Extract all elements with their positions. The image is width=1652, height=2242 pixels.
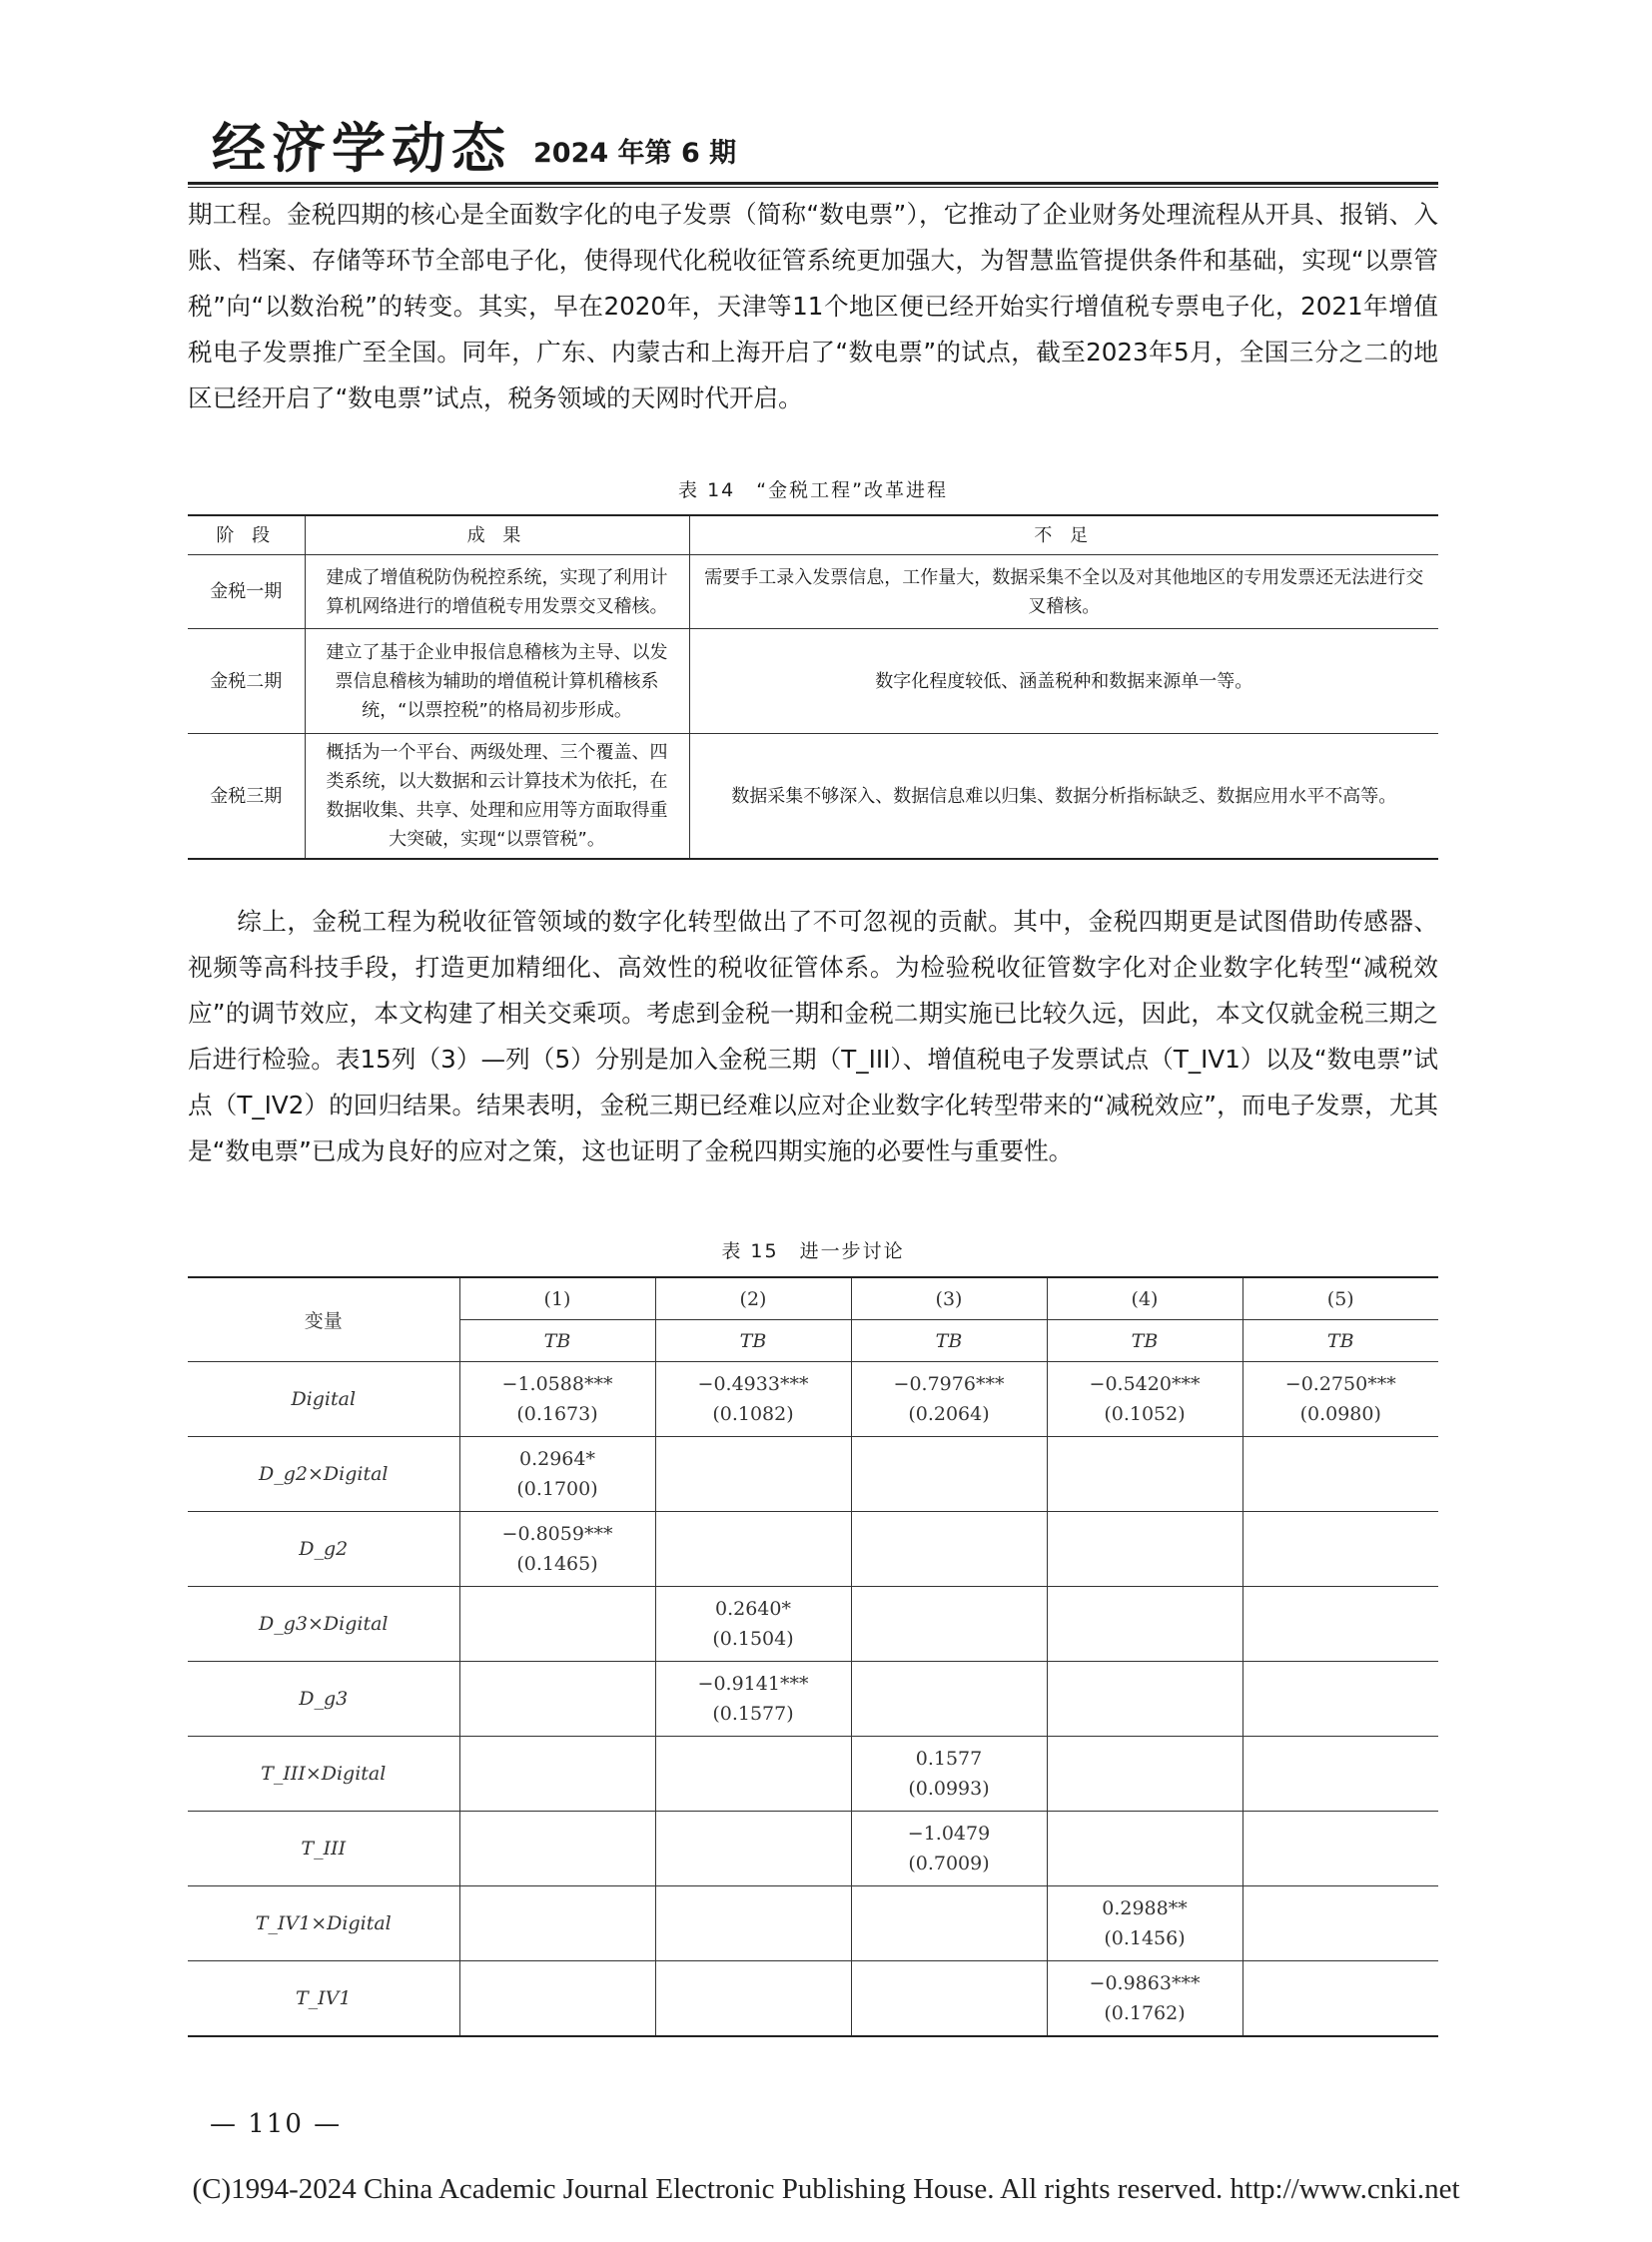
coefficient-cell bbox=[851, 1512, 1047, 1587]
journal-name: 经济学动态 bbox=[212, 116, 511, 180]
header-rule bbox=[188, 182, 1438, 185]
shortcoming-cell: 需要手工录入发票信息，工作量大，数据采集不全以及对其他地区的专用发票还无法进行交叉稽核。 bbox=[689, 555, 1438, 629]
issue-label: 2024 年第 6 期 bbox=[533, 138, 737, 169]
coefficient-cell bbox=[655, 1886, 851, 1961]
shortcoming-cell: 数据采集不够深入、数据信息难以归集、数据分析指标缺乏、数据应用水平不高等。 bbox=[689, 734, 1438, 860]
coefficient-cell bbox=[851, 1737, 1047, 1812]
standard-error: (0.1456) bbox=[1104, 1927, 1186, 1949]
coefficient: 0.1577 bbox=[915, 1748, 983, 1770]
column-number: (1) bbox=[459, 1277, 655, 1320]
coefficient-cell bbox=[1242, 1812, 1438, 1886]
coefficient-cell bbox=[1242, 1362, 1438, 1437]
coefficient-cell bbox=[1047, 1437, 1242, 1512]
coefficient-cell bbox=[655, 1587, 851, 1662]
coefficient-cell bbox=[851, 1961, 1047, 2037]
body-paragraph-1 bbox=[188, 192, 1438, 421]
coefficient-cell bbox=[1047, 1662, 1242, 1737]
variable-name: Digital bbox=[188, 1362, 459, 1437]
table-row bbox=[188, 1662, 1438, 1737]
coefficient-cell bbox=[459, 1587, 655, 1662]
coefficient-cell bbox=[1047, 1886, 1242, 1961]
variable-header: 变量 bbox=[188, 1277, 459, 1362]
coefficient: −0.5420*** bbox=[1089, 1373, 1201, 1395]
coefficient-cell bbox=[1242, 1961, 1438, 2037]
table-row bbox=[188, 1961, 1438, 2037]
paragraph-text: 期工程。金税四期的核心是全面数字化的电子发票（简称“数电票”），它推动了企业财务处理流程从开具、报销、入账、档案、存储等环节全部电子化，使得现代化税收征管系统更加强大，为智慧监管提供条件和基础，实现“以票管税”向“以数治税”的转变。其实，早在2020年，天津等11个地区便已经开始实行增值税专票电子化，2021年增值税电子发票推广至全国。同年，广东、内蒙古和上海开启了“数电票”的试点，截至2023年5月，全国三分之二的地区已经开启了“数电票”试点，税务领域的天网时代开启。 bbox=[188, 200, 1438, 412]
coefficient: −0.9863*** bbox=[1089, 1972, 1201, 1994]
coefficient-cell bbox=[459, 1512, 655, 1587]
standard-error: (0.1465) bbox=[516, 1553, 598, 1575]
dependent-variable: TB bbox=[1047, 1320, 1242, 1362]
achievement-cell: 建成了增值税防伪税控系统，实现了利用计算机网络进行的增值税专用发票交叉稽核。 bbox=[305, 555, 689, 629]
table-row bbox=[188, 1812, 1438, 1886]
variable-name: D_g3 bbox=[188, 1662, 459, 1737]
coefficient: −0.8059*** bbox=[501, 1523, 613, 1545]
standard-error: (0.7009) bbox=[908, 1853, 990, 1874]
variable-name: T_III×Digital bbox=[188, 1737, 459, 1812]
coefficient: −1.0479 bbox=[907, 1823, 991, 1845]
column-number: (3) bbox=[851, 1277, 1047, 1320]
coefficient-cell bbox=[851, 1662, 1047, 1737]
coefficient-cell bbox=[851, 1812, 1047, 1886]
variable-name: T_IV1×Digital bbox=[188, 1886, 459, 1961]
copyright-footer: (C)1994-2024 China Academic Journal Electronic Publishing House. All rights reserved. http://www.cnki.net bbox=[192, 2173, 1460, 2205]
variable-name: D_g2×Digital bbox=[188, 1437, 459, 1512]
coefficient: −0.2750*** bbox=[1284, 1373, 1396, 1395]
coefficient-cell bbox=[1242, 1886, 1438, 1961]
coefficient-cell bbox=[459, 1961, 655, 2037]
reform-progress-table bbox=[188, 514, 1438, 860]
table-row bbox=[188, 629, 1438, 734]
coefficient-cell bbox=[851, 1886, 1047, 1961]
coefficient-cell bbox=[655, 1362, 851, 1437]
standard-error: (0.0980) bbox=[1299, 1403, 1381, 1425]
achievement-cell: 概括为一个平台、两级处理、三个覆盖、四类系统，以大数据和云计算技术为依托，在数据收集、共享、处理和应用等方面取得重大突破，实现“以票管税”。 bbox=[305, 734, 689, 860]
coefficient-cell bbox=[1047, 1362, 1242, 1437]
coefficient-cell bbox=[851, 1437, 1047, 1512]
coefficient-cell bbox=[851, 1587, 1047, 1662]
coefficient-cell bbox=[1242, 1512, 1438, 1587]
coefficient-cell bbox=[459, 1437, 655, 1512]
coefficient: 0.2988** bbox=[1102, 1897, 1188, 1919]
standard-error: (0.1673) bbox=[516, 1403, 598, 1425]
column-number: (2) bbox=[655, 1277, 851, 1320]
coefficient-cell bbox=[655, 1437, 851, 1512]
standard-error: (0.1504) bbox=[712, 1628, 794, 1650]
coefficient-cell bbox=[655, 1961, 851, 2037]
coefficient-cell bbox=[1047, 1812, 1242, 1886]
coefficient: −1.0588*** bbox=[501, 1373, 613, 1395]
coefficient-cell bbox=[1242, 1437, 1438, 1512]
standard-error: (0.1762) bbox=[1104, 2002, 1186, 2024]
stage-cell: 金税三期 bbox=[188, 734, 305, 860]
body-paragraph-2 bbox=[188, 899, 1438, 1174]
coefficient-cell bbox=[1047, 1737, 1242, 1812]
coefficient-cell bbox=[1047, 1512, 1242, 1587]
table-row bbox=[188, 734, 1438, 860]
dependent-variable: TB bbox=[459, 1320, 655, 1362]
coefficient-cell bbox=[1242, 1662, 1438, 1737]
coefficient-cell bbox=[1242, 1737, 1438, 1812]
coefficient-cell bbox=[851, 1362, 1047, 1437]
standard-error: (0.1577) bbox=[712, 1703, 794, 1725]
standard-error: (0.1700) bbox=[516, 1478, 598, 1500]
standard-error: (0.1082) bbox=[712, 1403, 794, 1425]
variable-name: D_g2 bbox=[188, 1512, 459, 1587]
coefficient-cell bbox=[655, 1812, 851, 1886]
table-row bbox=[188, 555, 1438, 629]
header-stage: 阶 段 bbox=[188, 515, 305, 555]
stage-cell: 金税一期 bbox=[188, 555, 305, 629]
coefficient-cell bbox=[459, 1737, 655, 1812]
column-number-row bbox=[188, 1277, 1438, 1320]
column-number: (5) bbox=[1242, 1277, 1438, 1320]
header-rule-thin bbox=[188, 187, 1438, 188]
coefficient: 0.2964* bbox=[519, 1448, 595, 1470]
coefficient-cell bbox=[459, 1362, 655, 1437]
table14-caption: 表 14 “金税工程”改革进程 bbox=[678, 479, 948, 501]
table-row bbox=[188, 1737, 1438, 1812]
table15-caption: 表 15 进一步讨论 bbox=[721, 1240, 905, 1262]
table-row bbox=[188, 1362, 1438, 1437]
page-number: — 110 — bbox=[210, 2109, 343, 2139]
table-header-row bbox=[188, 515, 1438, 555]
coefficient: −0.7976*** bbox=[893, 1373, 1005, 1395]
shortcoming-cell: 数字化程度较低、涵盖税种和数据来源单一等。 bbox=[689, 629, 1438, 734]
coefficient: −0.4933*** bbox=[697, 1373, 809, 1395]
coefficient-cell bbox=[1047, 1961, 1242, 2037]
coefficient-cell bbox=[459, 1886, 655, 1961]
paragraph-text: 综上，金税工程为税收征管领域的数字化转型做出了不可忽视的贡献。其中，金税四期更是试图借助传感器、视频等高科技手段，打造更加精细化、高效性的税收征管体系。为检验税收征管数字化对企业数字化转型“减税效应”的调节效应，本文构建了相关交乘项。考虑到金税一期和金税二期实施已比较久远，因此，本文仅就金税三期之后进行检验。表15列（3）—列（5）分别是加入金税三期（T_III）、增值税电子发票试点（T_IV1）以及“数电票”试点（T_IV2）的回归结果。结果表明，金税三期已经难以应对企业数字化转型带来的“减税效应”，而电子发票，尤其是“数电票”已成为良好的应对之策，这也证明了金税四期实施的必要性与重要性。 bbox=[188, 907, 1438, 1165]
coefficient-cell bbox=[459, 1812, 655, 1886]
coefficient: 0.2640* bbox=[715, 1598, 791, 1620]
stage-cell: 金税二期 bbox=[188, 629, 305, 734]
standard-error: (0.1052) bbox=[1104, 1403, 1186, 1425]
coefficient-cell bbox=[655, 1737, 851, 1812]
coefficient-cell bbox=[459, 1662, 655, 1737]
table-row bbox=[188, 1512, 1438, 1587]
coefficient: −0.9141*** bbox=[697, 1673, 809, 1695]
dependent-variable: TB bbox=[1242, 1320, 1438, 1362]
table-row bbox=[188, 1886, 1438, 1961]
variable-name: T_IV1 bbox=[188, 1961, 459, 2037]
standard-error: (0.2064) bbox=[908, 1403, 990, 1425]
coefficient-cell bbox=[655, 1662, 851, 1737]
variable-name: D_g3×Digital bbox=[188, 1587, 459, 1662]
table-row bbox=[188, 1437, 1438, 1512]
table-row bbox=[188, 1587, 1438, 1662]
column-number: (4) bbox=[1047, 1277, 1242, 1320]
variable-name: T_III bbox=[188, 1812, 459, 1886]
achievement-cell: 建立了基于企业申报信息稽核为主导、以发票信息稽核为辅助的增值税计算机稽核系统，“以票控税”的格局初步形成。 bbox=[305, 629, 689, 734]
standard-error: (0.0993) bbox=[908, 1778, 990, 1800]
dependent-variable: TB bbox=[851, 1320, 1047, 1362]
coefficient-cell bbox=[1242, 1587, 1438, 1662]
header-achievement: 成 果 bbox=[305, 515, 689, 555]
dependent-variable: TB bbox=[655, 1320, 851, 1362]
coefficient-cell bbox=[1047, 1587, 1242, 1662]
header-shortcoming: 不 足 bbox=[689, 515, 1438, 555]
coefficient-cell bbox=[655, 1512, 851, 1587]
journal-header bbox=[212, 118, 736, 178]
regression-table bbox=[188, 1276, 1438, 2037]
